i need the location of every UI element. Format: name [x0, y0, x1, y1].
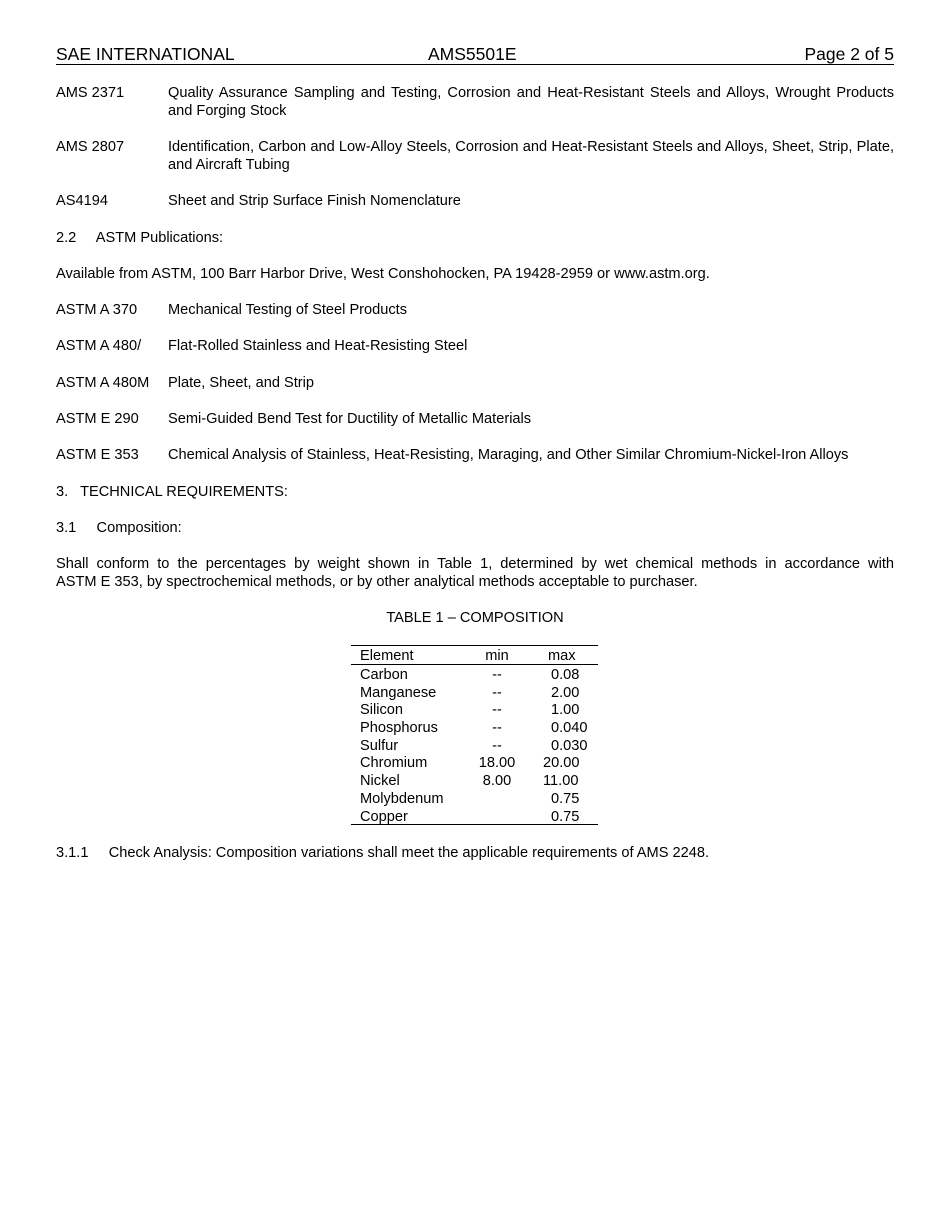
cell-element: Copper [360, 808, 408, 825]
page-header [56, 44, 894, 65]
cell-min: -- [492, 684, 502, 701]
cell-min: -- [492, 667, 502, 683]
reference-title: Sheet and Strip Surface Finish Nomenclature [168, 193, 461, 209]
table-row [351, 753, 598, 771]
reference-title: Chemical Analysis of Stainless, Heat-Resisting, Maraging, and Other Similar Chromium-Nickel-Iron Alloys [168, 447, 849, 463]
reference-ams-2807 [56, 138, 894, 174]
section-heading-2-2: 2.2 ASTM Publications: [56, 230, 224, 246]
table-row [351, 683, 598, 701]
composition-paragraph-line-1: Shall conform to the percentages by weight shown in Table 1, determined by wet chemical methods in accordance with [56, 556, 894, 572]
composition-paragraph-line-2: ASTM E 353, by spectrochemical methods, or by other analytical methods acceptable to purchaser. [56, 574, 698, 590]
cell-max: 20.00 [543, 755, 580, 772]
table-row [351, 807, 598, 825]
astm-availability-text: Available from ASTM, 100 Barr Harbor Drive, West Conshohocken, PA 19428-2959 or www.astm.org. [56, 266, 710, 282]
header-max: max [548, 648, 576, 664]
header-page-number: Page 2 of 5 [804, 44, 894, 64]
reference-astm-e353 [56, 446, 894, 464]
section-heading-3-1: 3.1 Composition: [56, 520, 182, 536]
reference-astm-a370 [56, 301, 894, 319]
cell-max: 0.040 [551, 720, 588, 737]
reference-title: Mechanical Testing of Steel Products [168, 302, 408, 318]
section-heading-3: 3. TECHNICAL REQUIREMENTS: [56, 484, 288, 500]
table-header-row [351, 646, 598, 665]
reference-astm-e290 [56, 410, 894, 428]
section-3-1-1-text: 3.1.1 Check Analysis: Composition variations shall meet the applicable requirements of AMS 2248. [56, 845, 710, 861]
table-row [351, 736, 598, 754]
cell-max: 0.030 [551, 737, 588, 754]
reference-ams-2371 [56, 84, 894, 120]
composition-paragraph [56, 555, 894, 591]
reference-title: Semi-Guided Bend Test for Ductility of Metallic Materials [168, 411, 532, 427]
reference-astm-a480 [56, 337, 894, 355]
cell-max: 0.75 [551, 790, 580, 807]
reference-title: Identification, Carbon and Low-Alloy Steels, Corrosion and Heat-Resistant Steels and Alloys, Sheet, Strip, Plate, and Aircraft Tubing [168, 139, 894, 173]
reference-code: ASTM A 480M [56, 375, 150, 391]
reference-code: ASTM A 480/ [56, 338, 142, 354]
table-row [351, 771, 598, 789]
reference-title: Flat-Rolled Stainless and Heat-Resisting Steel [168, 338, 468, 354]
cell-element: Molybdenum [360, 790, 444, 807]
table-row [351, 718, 598, 736]
header-document-id: AMS5501E [428, 44, 517, 64]
cell-element: Chromium [360, 755, 428, 772]
cell-element: Manganese [360, 684, 437, 701]
composition-table [351, 645, 598, 825]
reference-code: ASTM E 290 [56, 411, 139, 427]
cell-min: 8.00 [482, 773, 512, 790]
table-row [351, 789, 598, 807]
reference-as4194 [56, 192, 894, 210]
reference-code: ASTM A 370 [56, 302, 138, 318]
reference-code: AS4194 [56, 193, 108, 209]
cell-element: Phosphorus [360, 720, 438, 737]
table-caption: TABLE 1 – COMPOSITION [386, 610, 564, 626]
cell-max: 0.08 [551, 667, 580, 683]
header-min: min [485, 648, 509, 664]
table-row [351, 700, 598, 718]
cell-element: Sulfur [360, 737, 399, 754]
header-organization: SAE INTERNATIONAL [56, 44, 235, 64]
cell-element: Nickel [360, 773, 400, 790]
cell-element: Carbon [360, 667, 408, 683]
cell-element: Silicon [360, 702, 403, 719]
header-element: Element [360, 648, 414, 664]
reference-code: AMS 2371 [56, 85, 125, 101]
cell-min: -- [492, 702, 502, 719]
cell-max: 1.00 [551, 702, 580, 719]
cell-max: 2.00 [551, 684, 580, 701]
reference-astm-a480m [56, 374, 894, 392]
cell-min: -- [492, 720, 502, 737]
cell-min: -- [492, 737, 502, 754]
reference-code: ASTM E 353 [56, 447, 139, 463]
table-row [351, 665, 598, 683]
reference-title: Plate, Sheet, and Strip [168, 375, 315, 391]
reference-title: Quality Assurance Sampling and Testing, Corrosion and Heat-Resistant Steels and Alloys, Wrought Products and Forging Stock [168, 85, 894, 119]
reference-code: AMS 2807 [56, 139, 125, 155]
cell-min: 18.00 [478, 755, 516, 772]
cell-max: 0.75 [551, 808, 580, 825]
cell-max: 11.00 [543, 773, 579, 790]
